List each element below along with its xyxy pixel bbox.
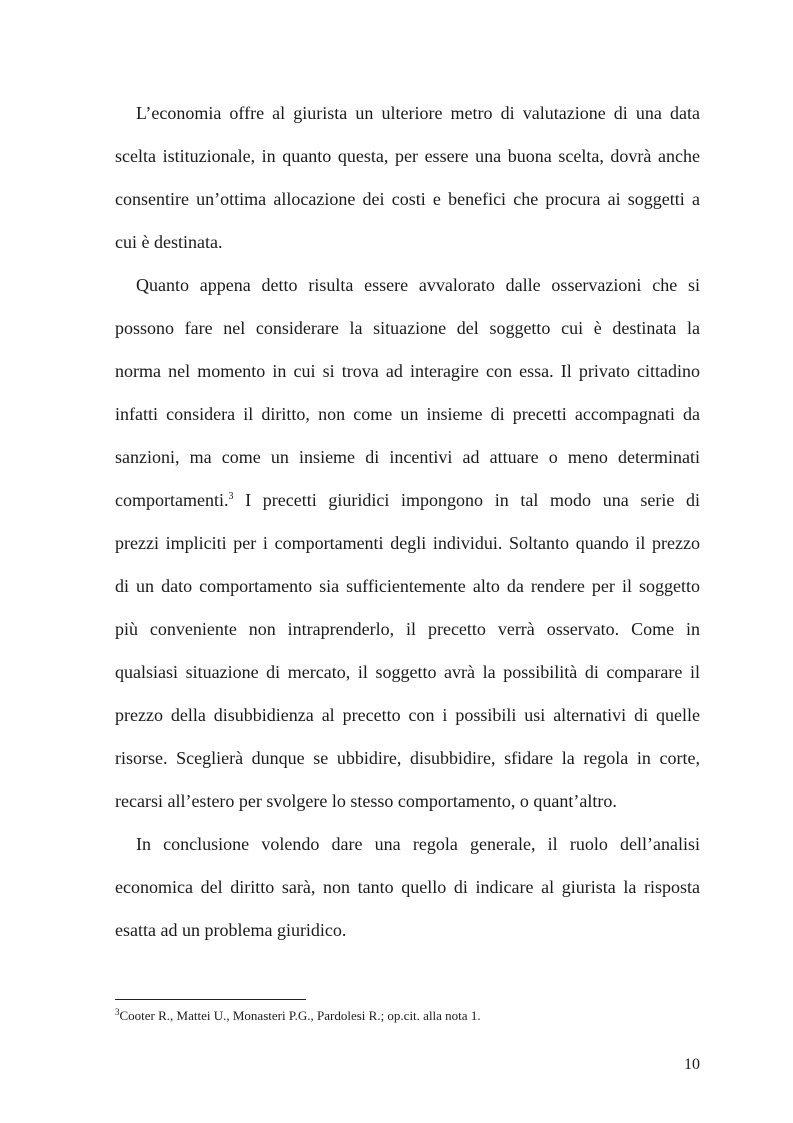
- footnote-text: Cooter R., Mattei U., Monasteri P.G., Pardolesi R.; op.cit. alla nota 1.: [119, 1008, 481, 1023]
- text-line: infatti considera il diritto, non come un insieme di precetti accompagnati da: [115, 404, 700, 424]
- text-line: prezzo della disubbidienza al precetto con i possibili usi alternativi di quelle: [115, 705, 700, 725]
- footnote-reference[interactable]: 3: [228, 491, 234, 502]
- text-line: economica del diritto sarà, non tanto quello di indicare al giurista la risposta: [115, 877, 700, 897]
- text-line: qualsiasi situazione di mercato, il soggetto avrà la possibilità di comparare il: [115, 662, 700, 682]
- text-line: sanzioni, ma come un insieme di incentivi ad attuare o meno determinati: [115, 447, 700, 467]
- text-line: più conveniente non intraprenderlo, il precetto verrà osservato. Come in: [115, 619, 700, 639]
- text-line: recarsi all’estero per svolgere lo stesso comportamento, o quant’altro.: [115, 791, 617, 811]
- text-line: Quanto appena detto risulta essere avvalorato dalle osservazioni che si: [136, 275, 700, 295]
- text-line: cui è destinata.: [115, 232, 223, 252]
- page-number: 10: [684, 1056, 700, 1073]
- footnote: [115, 1008, 481, 1024]
- text-line: In conclusione volendo dare una regola generale, il ruolo dell’analisi: [136, 834, 700, 854]
- paragraph-3: [115, 823, 700, 952]
- text-line: L’economia offre al giurista un ulteriore metro di valutazione di una data: [136, 103, 700, 123]
- text-line-with-footnote-ref: [115, 479, 700, 522]
- text-line: norma nel momento in cui si trova ad interagire con essa. Il privato cittadino: [115, 361, 700, 381]
- text-segment: comportamenti.: [115, 490, 229, 510]
- paragraph-2: [115, 264, 700, 823]
- footnote-separator: [115, 999, 306, 1000]
- body-text: [115, 92, 700, 952]
- text-line: consentire un’ottima allocazione dei costi e benefici che procura ai soggetti a: [115, 189, 700, 209]
- text-line: di un dato comportamento sia sufficientemente alto da rendere per il soggetto: [115, 576, 700, 596]
- paragraph-1: [115, 92, 700, 264]
- text-line: esatta ad un problema giuridico.: [115, 920, 347, 940]
- text-line: risorse. Sceglierà dunque se ubbidire, disubbidire, sfidare la regola in corte,: [115, 748, 700, 768]
- text-line: possono fare nel considerare la situazione del soggetto cui è destinata la: [115, 318, 700, 338]
- text-segment: I precetti giuridici impongono in tal modo una serie di: [233, 490, 700, 510]
- text-line: scelta istituzionale, in quanto questa, per essere una buona scelta, dovrà anche: [115, 146, 700, 166]
- footnote-marker: 3: [115, 1007, 120, 1017]
- text-line: prezzi impliciti per i comportamenti degli individui. Soltanto quando il prezzo: [115, 533, 700, 553]
